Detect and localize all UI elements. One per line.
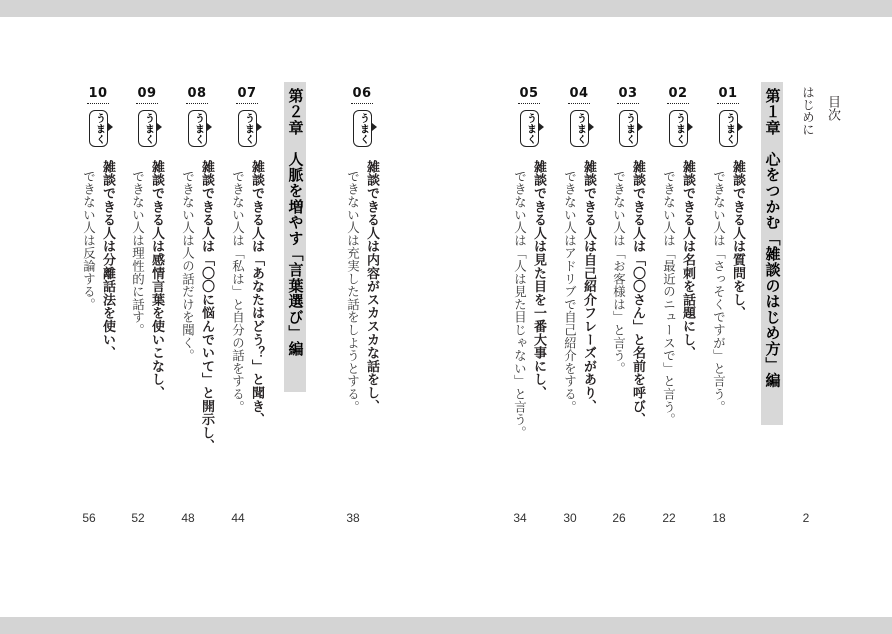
entry-sub-text: できない人は人の話だけを聞く。	[180, 170, 196, 362]
entry-page: 52	[131, 511, 145, 525]
umaku-badge: うまく	[353, 110, 372, 147]
umaku-badge: うまく	[188, 110, 207, 147]
entry-sub-text: できない人は「お客様は」と言う。	[611, 170, 627, 375]
chapter-2-header	[284, 82, 306, 392]
entry-main-text: 雑談できる人は内容がスカスカな話をし、	[364, 160, 379, 413]
entry-sub-text: できない人は「私は」と自分の話をする。	[230, 170, 246, 414]
chapter-2-title: 第２章 人脈を増やす「言葉選び」編	[286, 88, 305, 357]
entry-number: 08	[183, 86, 211, 101]
entry-number: 02	[664, 86, 692, 101]
entry-page: 30	[563, 511, 577, 525]
toc-title: 目次	[825, 95, 840, 121]
umaku-badge: うまく	[138, 110, 157, 147]
entry-main-text: 雑談できる人は分離話法を使い、	[100, 160, 115, 360]
entry-sub-text: できない人は「人は見た目じゃない」と言う。	[512, 170, 528, 439]
chapter-1-header	[761, 82, 783, 425]
entry-page: 56	[82, 511, 96, 525]
entry-main-text: 雑談できる人は「〇〇さん」と名前を呼び、	[630, 160, 645, 426]
entry-number: 07	[233, 86, 261, 101]
entry-sub-text: できない人は「さっそくですが」と言う。	[711, 170, 727, 414]
entry-main-text: 雑談できる人は自己紹介フレーズがあり、	[581, 160, 596, 413]
entry-main-text: 雑談できる人は名刺を話題にし、	[680, 160, 695, 360]
entry-number: 10	[84, 86, 112, 101]
umaku-badge: うまく	[238, 110, 257, 147]
entry-number: 09	[133, 86, 161, 101]
entry-number: 04	[565, 86, 593, 101]
toc-intro-page: 2	[802, 511, 810, 525]
chapter-1-title: 第１章 心をつかむ「雑談のはじめ方」編	[763, 88, 782, 389]
entry-page: 18	[712, 511, 726, 525]
entry-sub-text: できない人はアドリブで自己紹介をする。	[562, 170, 578, 414]
umaku-badge: うまく	[520, 110, 539, 147]
entry-number: 06	[348, 86, 376, 101]
umaku-badge: うまく	[719, 110, 738, 147]
entry-sub-text: できない人は「最近のニュースで」と言う。	[661, 170, 677, 426]
book-spread	[0, 17, 892, 617]
toc-intro-label: はじめに	[800, 86, 816, 136]
entry-page: 26	[612, 511, 626, 525]
entry-main-text: 雑談できる人は「〇〇に悩んでいて」と開示し、	[199, 160, 214, 453]
entry-page: 34	[513, 511, 527, 525]
umaku-badge: うまく	[89, 110, 108, 147]
entry-page: 22	[662, 511, 676, 525]
entry-main-text: 雑談できる人は質問をし、	[730, 160, 745, 320]
entry-sub-text: できない人は充実した話をしようとする。	[345, 170, 361, 414]
umaku-badge: うまく	[570, 110, 589, 147]
umaku-badge: うまく	[669, 110, 688, 147]
entry-number: 01	[714, 86, 742, 101]
umaku-badge: うまく	[619, 110, 638, 147]
entry-main-text: 雑談できる人は見た目を一番大事にし、	[531, 160, 546, 400]
entry-main-text: 雑談できる人は「あなたはどう？」と聞き、	[249, 160, 264, 426]
entry-page: 44	[231, 511, 245, 525]
entry-number: 03	[614, 86, 642, 101]
entry-main-text: 雑談できる人は感情言葉を使いこなし、	[149, 160, 164, 400]
entry-page: 48	[181, 511, 195, 525]
entry-sub-text: できない人は理性的に話す。	[130, 170, 146, 337]
entry-number: 05	[515, 86, 543, 101]
entry-sub-text: できない人は反論する。	[81, 170, 97, 311]
entry-page: 38	[346, 511, 360, 525]
